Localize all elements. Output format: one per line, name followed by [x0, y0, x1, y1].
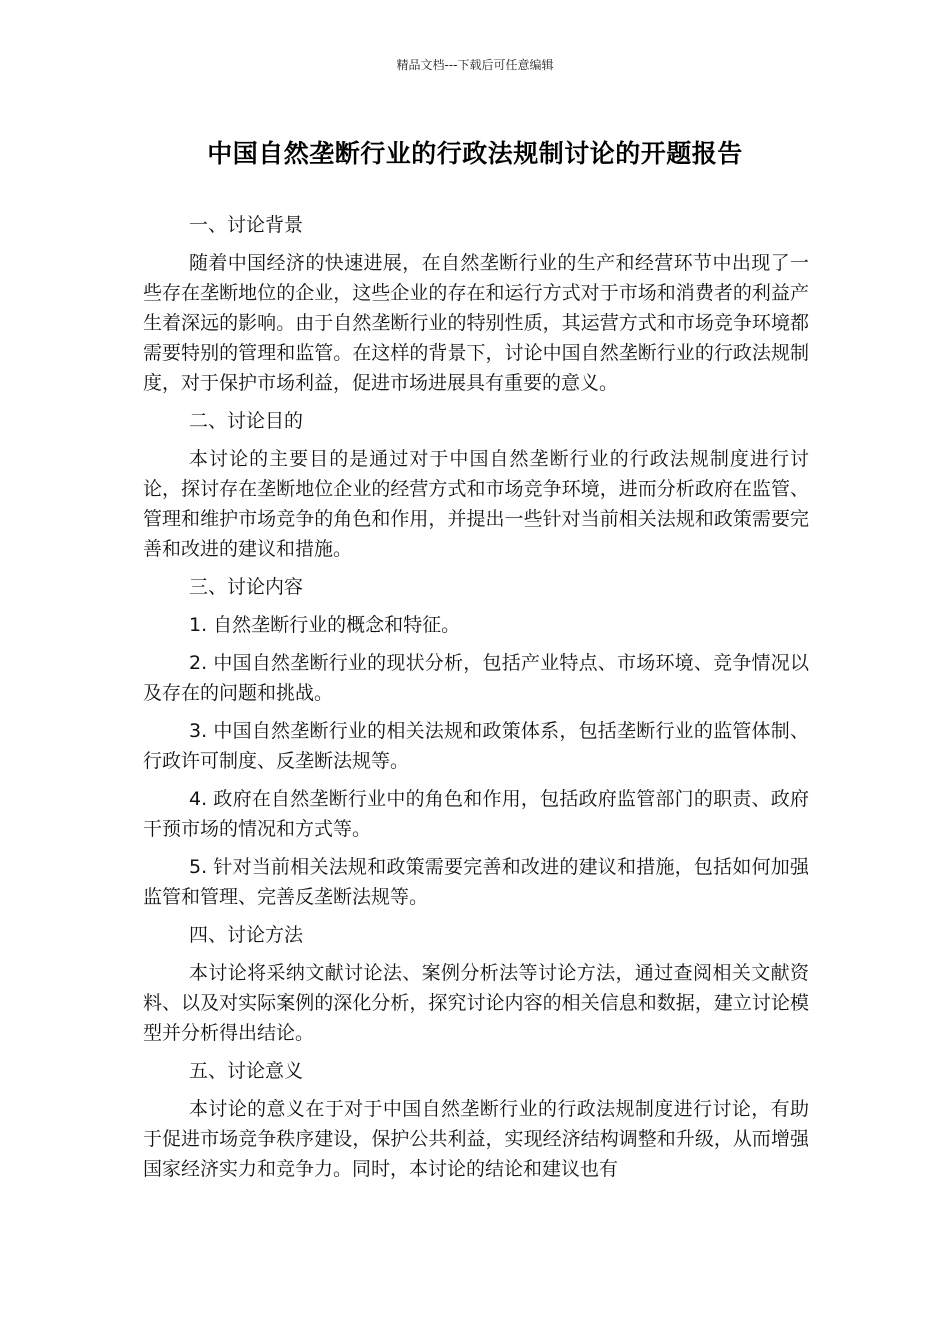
header-note: 精品文档---下载后可任意编辑: [396, 58, 554, 72]
section-heading-background: 一、讨论背景: [189, 214, 304, 236]
section-heading-method: 四、讨论方法: [189, 924, 304, 946]
paragraph-method: 本讨论将采纳文献讨论法、案例分析法等讨论方法，通过查阅相关文献资料、以及对实际案例的深化分析，探究讨论内容的相关信息和数据，建立讨论模型并分析得出结论。: [143, 962, 809, 1044]
section-heading-content: 三、讨论内容: [189, 576, 304, 598]
list-item-content-1: 1. 自然垄断行业的概念和特征。: [189, 614, 461, 636]
document-body: [143, 210, 809, 1192]
paragraph-significance: 本讨论的意义在于对于中国自然垄断行业的行政法规制度进行讨论，有助于促进市场竞争秩序建设，保护公共利益，实现经济结构调整和升级，从而增强国家经济实力和竞争力。同时，本讨论的结论和建议也有: [143, 1098, 809, 1180]
section-heading-purpose: 二、讨论目的: [189, 410, 304, 432]
list-item-content-3: 3. 中国自然垄断行业的相关法规和政策体系，包括垄断行业的监管体制、行政许可制度、反垄断法规等。: [143, 720, 809, 772]
list-item-content-5: 5. 针对当前相关法规和政策需要完善和改进的建议和措施，包括如何加强监管和管理、完善反垄断法规等。: [143, 856, 809, 908]
list-item-content-2: 2. 中国自然垄断行业的现状分析，包括产业特点、市场环境、竞争情况以及存在的问题和挑战。: [143, 652, 809, 704]
paragraph-purpose: 本讨论的主要目的是通过对于中国自然垄断行业的行政法规制度进行讨论，探讨存在垄断地位企业的经营方式和市场竞争环境，进而分析政府在监管、管理和维护市场竞争的角色和作用，并提出一些针对当前相关法规和政策需要完善和改进的建议和措施。: [143, 448, 809, 560]
paragraph-background: 随着中国经济的快速进展，在自然垄断行业的生产和经营环节中出现了一些存在垄断地位的企业，这些企业的存在和运行方式对于市场和消费者的利益产生着深远的影响。由于自然垄断行业的特别性质，其运营方式和市场竞争环境都需要特别的管理和监管。在这样的背景下，讨论中国自然垄断行业的行政法规制度，对于保护市场利益，促进市场进展具有重要的意义。: [143, 252, 809, 394]
document-title: 中国自然垄断行业的行政法规制讨论的开题报告: [207, 139, 743, 168]
list-item-content-4: 4. 政府在自然垄断行业中的角色和作用，包括政府监管部门的职责、政府干预市场的情况和方式等。: [143, 788, 809, 840]
section-heading-significance: 五、讨论意义: [189, 1060, 304, 1082]
